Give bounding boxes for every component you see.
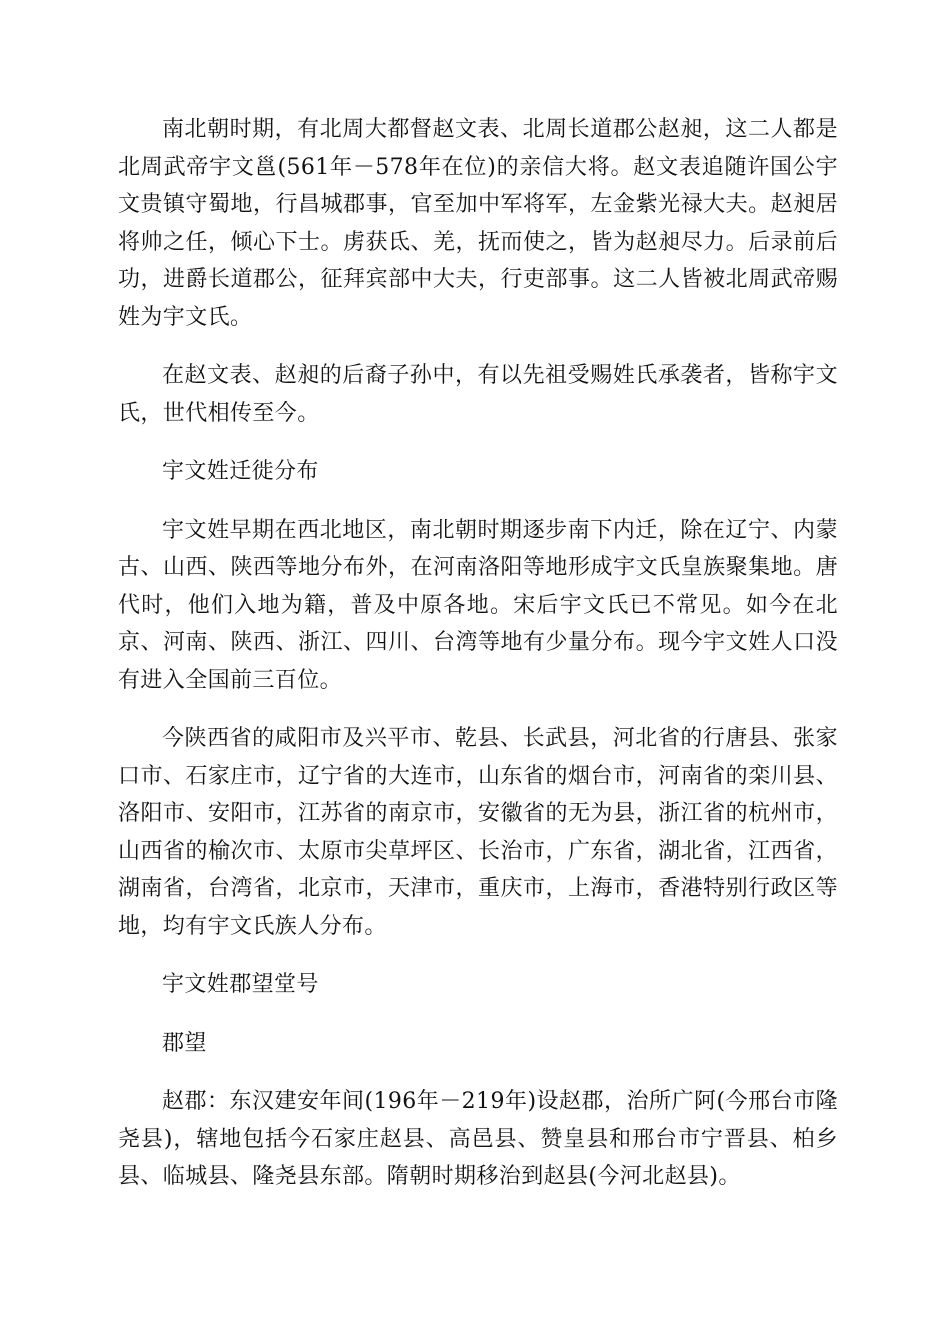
section-heading-migration: 宇文姓迁徙分布: [162, 459, 319, 484]
paragraph-zhao-origins: 南北朝时期，有北周大都督赵文表、北周长道郡公赵昶，这二人都是北周武帝宇文邕(561年－578年在位)的亲信大将。赵文表追随许国公宇文贵镇守蜀地，行昌城郡事，官至加中军将军，左金紫光禄大夫。赵昶居将帅之任，倾心下士。虏获氐、羌，抚而使之，皆为赵昶尽力。后录前后功，进爵长道郡公，征拜宾部中大夫，行吏部事。这二人皆被北周武帝赐姓为宇文氏。: [118, 117, 838, 330]
section-heading-junwang-tanghao: 宇文姓郡望堂号: [162, 972, 319, 997]
paragraph-descendants: 在赵文表、赵昶的后裔子孙中，有以先祖受赐姓氏承袭者，皆称宇文氏，世代相传至今。: [118, 363, 838, 426]
document-page: [118, 111, 838, 1217]
subheading-junwang: 郡望: [162, 1030, 207, 1056]
paragraph-zhao-commandery: 赵郡：东汉建安年间(196年－219年)设赵郡，治所广阿(今邢台市隆尧县)，辖地包括今石家庄赵县、高邑县、赞皇县和邢台市宁晋县、柏乡县、临城县、隆尧县东部。隋朝时期移治到赵县(今河北赵县)。: [118, 1089, 838, 1189]
paragraph-migration-history: 宇文姓早期在西北地区，南北朝时期逐步南下内迁，除在辽宁、内蒙古、山西、陕西等地分布外，在河南洛阳等地形成宇文氏皇族聚集地。唐代时，他们入地为籍，普及中原各地。宋后宇文氏已不常见。如今在北京、河南、陕西、浙江、四川、台湾等地有少量分布。现今宇文姓人口没有进入全国前三百位。: [118, 517, 838, 693]
paragraph-distribution-list: 今陕西省的咸阳市及兴平市、乾县、长武县，河北省的行唐县、张家口市、石家庄市，辽宁省的大连市，山东省的烟台市，河南省的栾川县、洛阳市、安阳市，江苏省的南京市，安徽省的无为县，浙江省的杭州市，山西省的榆次市、太原市尖草坪区、长治市，广东省，湖北省，江西省，湖南省，台湾省，北京市，天津市，重庆市，上海市，香港特别行政区等地，均有宇文氏族人分布。: [118, 726, 838, 939]
